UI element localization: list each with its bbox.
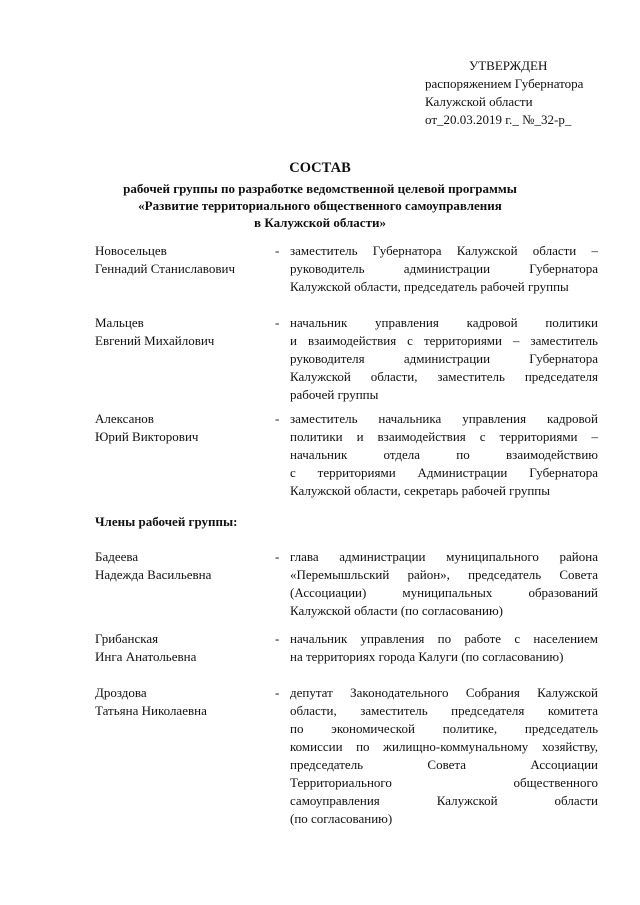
person-position — [290, 242, 598, 296]
members-heading: Члены рабочей группы: — [95, 514, 238, 529]
position-line: начальник управления по работе с населением — [290, 631, 598, 646]
approval-header: УТВЕРЖДЕН — [469, 58, 548, 73]
person-position — [290, 548, 598, 620]
approval-date-number: от_20.03.2019 г._ №_32-р_ — [425, 112, 572, 127]
position-line: глава администрации муниципального района — [290, 549, 598, 564]
person-given-name: Татьяна Николаевна — [95, 703, 207, 718]
position-line: комиссии по жилищно-коммунальному хозяйству, — [290, 739, 598, 754]
person-name — [95, 314, 275, 350]
person-surname: Дроздова — [95, 685, 147, 700]
person-surname: Мальцев — [95, 315, 144, 330]
person-name — [95, 548, 275, 584]
approval-block — [425, 57, 625, 129]
person-surname: Бадеева — [95, 549, 139, 564]
position-line: на территориях города Калуги (по согласованию) — [290, 649, 564, 664]
position-line: заместитель Губернатора Калужской области – — [290, 243, 598, 258]
person-given-name: Евгений Михайлович — [95, 333, 215, 348]
dash-separator: - — [275, 315, 280, 330]
dash-separator: - — [275, 411, 280, 426]
person-name — [95, 410, 275, 446]
position-line: по экономической политике, председатель — [290, 721, 598, 736]
person-name — [95, 630, 275, 666]
title-line: рабочей группы по разработке ведомственной целевой программы — [123, 181, 517, 196]
position-line: Калужской области, заместитель председателя — [290, 369, 598, 384]
person-surname: Грибанская — [95, 631, 159, 646]
person-position — [290, 314, 598, 404]
person-surname: Алексанов — [95, 411, 154, 426]
position-line: с территориями Администрации Губернатора — [290, 465, 598, 480]
position-line: руководителя администрации Губернатора — [290, 351, 598, 366]
approval-line: распоряжением Губернатора — [425, 76, 584, 91]
person-given-name: Надежда Васильевна — [95, 567, 212, 582]
position-line: области, заместитель председателя комитета — [290, 703, 598, 718]
dash-separator: - — [275, 243, 280, 258]
person-name — [95, 684, 275, 720]
title-line: «Развитие территориального общественного самоуправления — [138, 198, 502, 213]
position-line: «Перемышльский район», председатель Совета — [290, 567, 598, 582]
position-line: начальник управления кадровой политики — [290, 315, 598, 330]
person-given-name: Инга Анатольевна — [95, 649, 197, 664]
document-title — [80, 160, 560, 231]
person-given-name: Геннадий Станиславович — [95, 261, 235, 276]
dash-separator: - — [275, 549, 280, 564]
position-line: (по согласованию) — [290, 811, 393, 826]
position-line: и взаимодействия с территориями – заместитель — [290, 333, 598, 348]
person-position — [290, 684, 598, 828]
position-line: рабочей группы — [290, 387, 379, 402]
title-line: в Калужской области» — [254, 215, 386, 230]
position-line: политики и взаимодействия с территориями – — [290, 429, 598, 444]
person-position — [290, 630, 598, 666]
position-line: заместитель начальника управления кадровой — [290, 411, 598, 426]
person-name — [95, 242, 275, 278]
person-position — [290, 410, 598, 500]
title-main: СОСТАВ — [289, 160, 351, 176]
person-surname: Новосельцев — [95, 243, 167, 258]
dash-separator: - — [275, 685, 280, 700]
person-given-name: Юрий Викторович — [95, 429, 199, 444]
approval-line: Калужской области — [425, 94, 533, 109]
position-line: депутат Законодательного Собрания Калужской — [290, 685, 598, 700]
position-line: самоуправления Калужской области — [290, 793, 598, 808]
position-line: Калужской области, секретарь рабочей группы — [290, 483, 550, 498]
position-line: (Ассоциации) муниципальных образований — [290, 585, 598, 600]
position-line: председатель Совета Ассоциации — [290, 757, 598, 772]
position-line: начальник отдела по взаимодействию — [290, 447, 598, 462]
position-line: Калужской области (по согласованию) — [290, 603, 503, 618]
position-line: Калужской области, председатель рабочей группы — [290, 279, 569, 294]
position-line: Территориального общественного — [290, 775, 598, 790]
dash-separator: - — [275, 631, 280, 646]
position-line: руководитель администрации Губернатора — [290, 261, 598, 276]
